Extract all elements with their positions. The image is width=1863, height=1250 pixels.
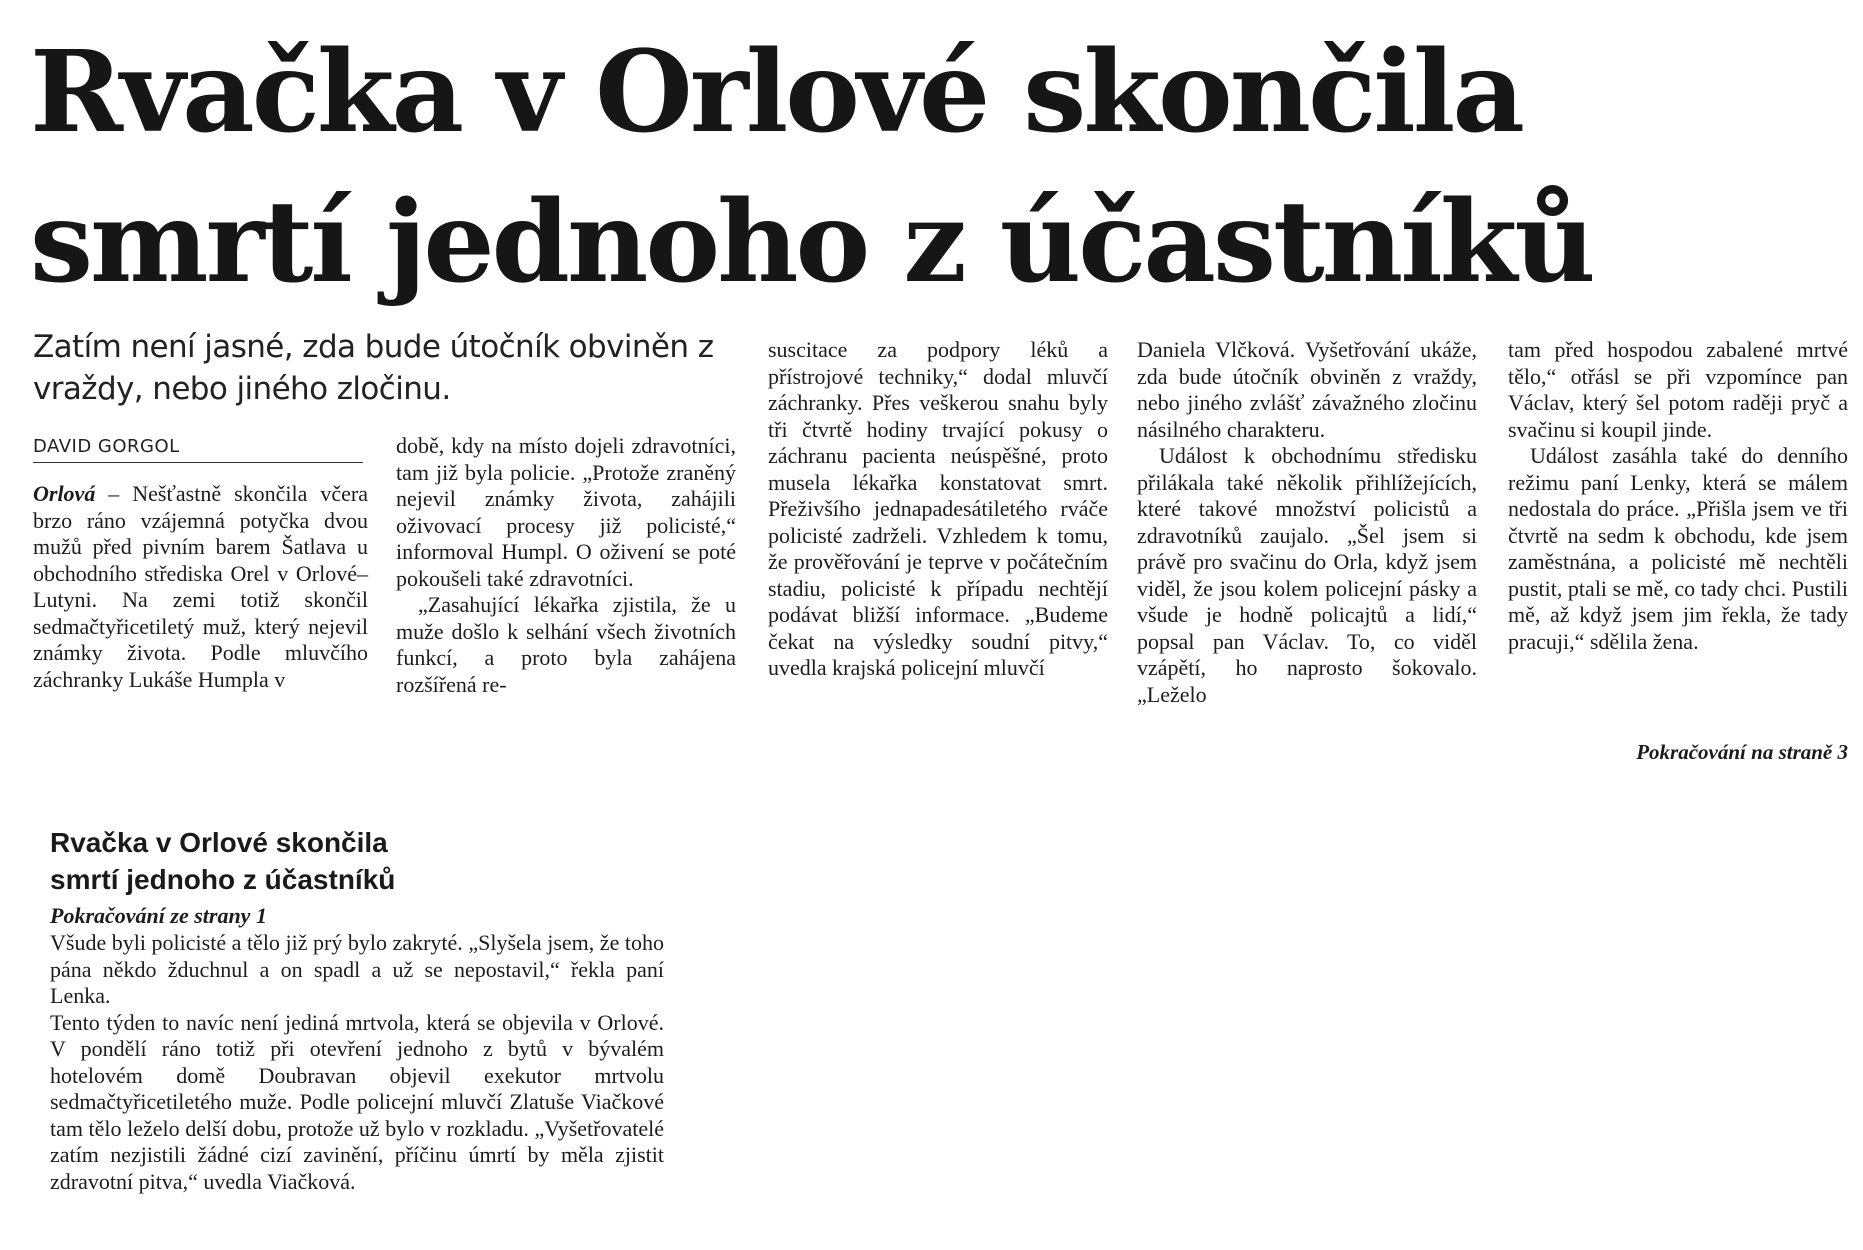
subhead: Zatím není jasné, zda bude útočník obviněn z vraždy, nebo jiného zločinu. bbox=[33, 329, 714, 407]
jump-title-line-1: Rvačka v Orlové skončila bbox=[50, 827, 388, 858]
headline-line-1: Rvačka v Orlové skončila bbox=[30, 27, 1522, 158]
column-1-paragraph bbox=[33, 481, 368, 693]
jump-title-line-2: smrtí jednoho z účastníků bbox=[50, 864, 396, 895]
jump-title bbox=[50, 824, 650, 898]
jump-paragraph-1: Všude byli policisté a tělo již prý bylo zakryté. „Slyšela jsem, že toho pána někdo žduchnul a on spadl a už se nepostavil,“ řekla paní Lenka. bbox=[50, 930, 664, 1008]
headline-line-2: smrtí jednoho z účastníků bbox=[30, 177, 1593, 308]
column-4-paragraph-1: Daniela Vlčková. Vyšetřování ukáže, zda bude útočník obviněn z vraždy, nebo jiného zvlášť závažného zločinu násilného charakteru. bbox=[1137, 337, 1477, 442]
article-column-3 bbox=[768, 337, 1108, 682]
continued-note: Pokračování na straně 3 bbox=[1636, 740, 1848, 764]
article-column-4 bbox=[1137, 337, 1477, 708]
column-2-paragraph-2: „Zasahující lékařka zjistila, že u muže došlo k selhání všech životních funkcí, a proto byla zahájena rozšířená re- bbox=[396, 592, 736, 697]
column-3-paragraph-1: suscitace za podpory léků a přístrojové techniky,“ dodal mluvčí záchranky. Přes veškerou snahu byly tři čtvrtě hodiny trvající pokusy o záchranu pacienta neúspěšné, proto musela lékařka konstatovat smrt. Přeživšího jednapadesátiletého rváče policisté zadrželi. Vzhledem k tomu, že prověřování je teprve v počátečním stadiu, policisté k případu nechtějí podávat bližší informace. „Budeme čekat na výsledky soudní pitvy,“ uvedla krajská policejní mluvčí bbox=[768, 337, 1108, 680]
column-5-paragraph-1: tam před hospodou zabalené mrtvé tělo,“ otřásl se při vzpomínce pan Václav, který šel potom raději pryč a svačinu si koupil jinde. bbox=[1508, 337, 1848, 442]
column-5-paragraph-2: Událost zasáhla také do denního režimu paní Lenky, která se málem nedostala do práce. „Přišla jsem ve tři čtvrtě na sedm k obchodu, kde jsem zaměstnána, a policisté mě nechtěli pustit, ptali se mě, co tady chci. Pustili mě, až když jsem jim řekla, že tady pracuji,“ sdělila žena. bbox=[1508, 443, 1848, 654]
article-column-1 bbox=[33, 481, 368, 693]
lead-text: – Nešťastně skončila včera brzo ráno vzájemná potyčka dvou mužů před pivním barem Šatlava u obchodního střediska Orel v Orlové–Lutyni. Na zemi totiž skončil sedmačtyřicetiletý muž, který nejevil známky života. Podle mluvčího záchranky Lukáše Humpla v bbox=[33, 481, 368, 692]
jump-subtitle: Pokračování ze strany 1 bbox=[50, 903, 267, 928]
column-2-paragraph-1: době, kdy na místo dojeli zdravotníci, tam již byla policie. „Protože zraněný nejevil známky života, zahájili oživovací procesy již policisté,“ informoval Humpl. O oživení se poté pokoušeli také zdravotníci. bbox=[396, 433, 736, 591]
headline bbox=[30, 18, 1650, 318]
byline: DAVID GORGOL bbox=[33, 434, 363, 463]
dateline: Orlová bbox=[33, 481, 96, 506]
article-column-5 bbox=[1508, 337, 1848, 655]
column-4-paragraph-2: Událost k obchodnímu středisku přilákala také několik přihlížejících, které takové množství policistů a zdravotníků zaujalo. „Šel jsem si právě pro svačinu do Orla, když jsem viděl, že jsou kolem policejní pásky a všude je hodně policajtů a lidí,“ popsal pan Václav. To, co viděl vzápětí, ho naprosto šokovalo. „Leželo bbox=[1137, 443, 1477, 707]
jump-body bbox=[50, 930, 664, 1195]
jump-paragraph-2: Tento týden to navíc není jediná mrtvola, která se objevila v Orlové. V pondělí ráno totiž při otevření jednoho z bytů v bývalém hotelovém domě Doubravan objevil exekutor mrtvolu sedmačtyřicetiletého muže. Podle policejní mluvčí Zlatuše Viačkové tam tělo leželo delší dobu, protože už bylo v rozkladu. „Vyšetřovatelé zatím nezjistili žádné cizí zavinění, příčinu úmrtí by měla zjistit zdravotní pitva,“ uvedla Viačková. bbox=[50, 1009, 664, 1194]
article-column-2 bbox=[396, 433, 736, 698]
